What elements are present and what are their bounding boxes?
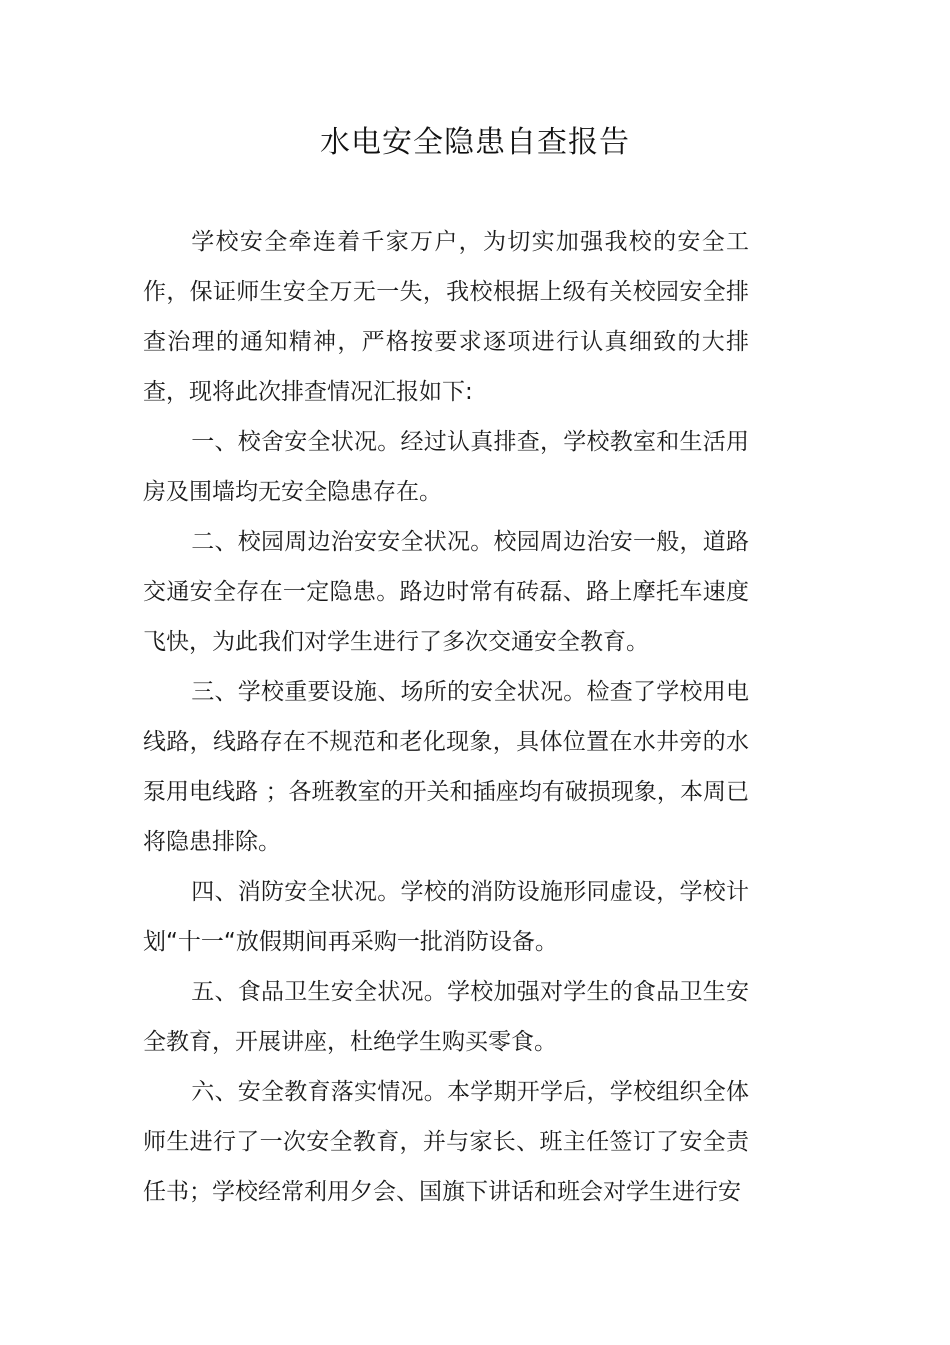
paragraph-facilities: 三、学校重要设施、场所的安全状况。检查了学校用电线路，线路存在不规范和老化现象，具体位置在水井旁的水泵用电线路 ；各班教室的开关和插座均有破损现象，本周已将隐患排除。 xyxy=(143,679,749,855)
paragraph-campus-surroundings: 二、校园周边治安安全状况。校园周边治安一般，道路交通安全存在一定隐患。路边时常有砖磊、路上摩托车速度飞快，为此我们对学生进行了多次交通安全教育。 xyxy=(143,529,749,655)
paragraph-intro: 学校安全牵连着千家万户，为切实加强我校的安全工作，保证师生安全万无一失，我校根据上级有关校园安全排查治理的通知精神，严格按要求逐项进行认真细致的大排查，现将此次排查情况汇报如下: xyxy=(143,229,749,405)
document-body xyxy=(143,217,749,1217)
paragraph-fire-safety: 四、消防安全状况。学校的消防设施形同虚设，学校计划“十一“放假期间再采购一批消防设备。 xyxy=(143,879,749,955)
paragraph-food-hygiene: 五、食品卫生安全状况。学校加强对学生的食品卫生安全教育，开展讲座，杜绝学生购买零食。 xyxy=(143,979,749,1055)
paragraph-school-buildings: 一、校舍安全状况。经过认真排查，学校教室和生活用房及围墙均无安全隐患存在。 xyxy=(143,429,749,505)
document-title: 水电安全隐患自查报告 xyxy=(320,125,630,160)
paragraph-safety-education: 六、安全教育落实情况。本学期开学后，学校组织全体师生进行了一次安全教育，并与家长、班主任签订了安全责任书；学校经常利用夕会、国旗下讲话和班会对学生进行安 xyxy=(143,1079,749,1205)
